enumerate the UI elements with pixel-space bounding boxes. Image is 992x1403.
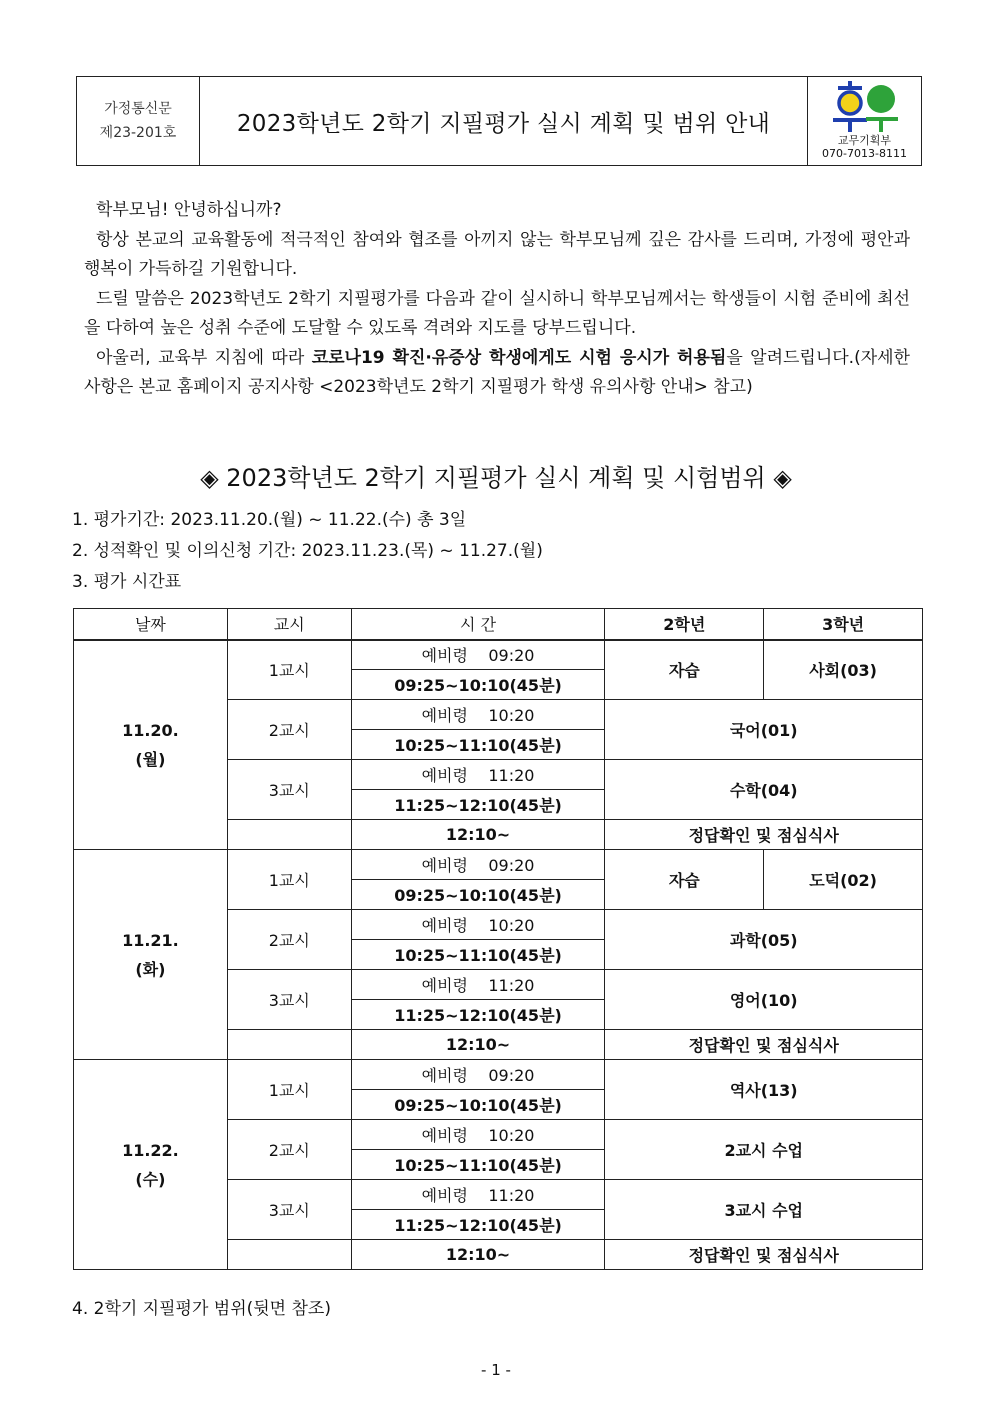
item-timetable-heading: 3. 평가 시간표 xyxy=(72,572,182,592)
date-cell: 11.22. (수) xyxy=(74,1060,228,1270)
item-exam-period: 1. 평가기간: 2023.11.20.(월) ~ 11.22.(수) 총 3일 xyxy=(72,510,467,530)
date-cell: 11.20. (월) xyxy=(74,640,228,850)
table-row xyxy=(74,640,923,670)
time-cell: 10:25~11:10(45분) xyxy=(351,940,605,970)
school-logo-icon xyxy=(830,81,900,133)
header-time: 시 간 xyxy=(351,609,605,640)
table-row xyxy=(74,1060,923,1090)
common-subject: 2교시 수업 xyxy=(605,1120,923,1180)
period-cell: 1교시 xyxy=(227,640,351,700)
after-time-cell: 12:10~ xyxy=(351,1030,605,1060)
time-cell: 10:25~11:10(45분) xyxy=(351,1150,605,1180)
header-date: 날짜 xyxy=(74,609,228,640)
bell-cell: 예비령 11:20 xyxy=(351,760,605,790)
paragraph-3-start: 아울러, 교육부 지침에 따라 xyxy=(96,347,312,368)
after-time-cell: 12:10~ xyxy=(351,820,605,850)
paragraph-1: 항상 본교의 교육활동에 적극적인 참여와 협조를 아끼지 않는 학부모님께 깊은 감사를 드리며, 가정에 평안과 행복이 가득하길 기원합니다. xyxy=(84,229,910,279)
time-cell: 11:25~12:10(45분) xyxy=(351,790,605,820)
period-cell: 2교시 xyxy=(227,910,351,970)
after-activity-cell: 정답확인 및 점심식사 xyxy=(605,820,923,850)
grade2-subject: 자습 xyxy=(605,640,764,700)
date-cell: 11.21. (화) xyxy=(74,850,228,1060)
department-phone: 070-7013-8111 xyxy=(822,147,907,160)
period-cell: 1교시 xyxy=(227,850,351,910)
document-title: 2023학년도 2학기 지필평가 실시 계획 및 범위 안내 xyxy=(236,110,771,137)
exam-timetable xyxy=(73,608,923,1270)
period-cell: 3교시 xyxy=(227,970,351,1030)
after-activity-cell: 정답확인 및 점심식사 xyxy=(605,1240,923,1270)
item-appeal-period: 2. 성적확인 및 이의신청 기간: 2023.11.23.(목) ~ 11.27.(월) xyxy=(72,541,543,561)
table-row xyxy=(74,850,923,880)
empty-period-cell xyxy=(227,1030,351,1060)
common-subject: 수학(04) xyxy=(605,760,923,820)
time-cell: 09:25~10:10(45분) xyxy=(351,880,605,910)
time-cell: 09:25~10:10(45분) xyxy=(351,1090,605,1120)
grade3-subject: 사회(03) xyxy=(764,640,923,700)
empty-period-cell xyxy=(227,1240,351,1270)
doc-number: 제23-201호 xyxy=(99,125,177,141)
paragraph-3-end: 을 알려드립니다.(자세한 사항은 본교 홈페이지 공지사항 <2023학년도 2학기 지필평가 학생 유의사항 안내> 참고) xyxy=(84,347,910,397)
period-cell: 3교시 xyxy=(227,1180,351,1240)
header-grade3: 3학년 xyxy=(764,609,923,640)
document-header xyxy=(76,76,922,166)
item-exam-scope: 4. 2학기 지필평가 범위(뒷면 참조) xyxy=(72,1299,331,1319)
paragraph-3-emphasis: 코로나19 확진·유증상 학생에게도 시험 응시가 허용됨 xyxy=(311,347,727,368)
common-subject: 3교시 수업 xyxy=(605,1180,923,1240)
common-subject: 국어(01) xyxy=(605,700,923,760)
greeting: 학부모님! 안녕하십니까? xyxy=(96,200,282,220)
school-logo-box xyxy=(807,77,921,165)
time-cell: 11:25~12:10(45분) xyxy=(351,1210,605,1240)
period-cell: 2교시 xyxy=(227,700,351,760)
letter-body xyxy=(84,196,910,403)
grade3-subject: 도덕(02) xyxy=(764,850,923,910)
header-period: 교시 xyxy=(227,609,351,640)
empty-period-cell xyxy=(227,820,351,850)
table-header-row xyxy=(74,609,923,640)
bell-cell: 예비령 09:20 xyxy=(351,850,605,880)
common-subject: 역사(13) xyxy=(605,1060,923,1120)
period-cell: 3교시 xyxy=(227,760,351,820)
time-cell: 10:25~11:10(45분) xyxy=(351,730,605,760)
bell-cell: 예비령 11:20 xyxy=(351,1180,605,1210)
bell-cell: 예비령 10:20 xyxy=(351,700,605,730)
after-activity-cell: 정답확인 및 점심식사 xyxy=(605,1030,923,1060)
doc-info xyxy=(77,77,200,165)
common-subject: 과학(05) xyxy=(605,910,923,970)
time-cell: 11:25~12:10(45분) xyxy=(351,1000,605,1030)
bell-cell: 예비령 10:20 xyxy=(351,1120,605,1150)
doc-type: 가정통신문 xyxy=(104,101,172,117)
page-number: - 1 - xyxy=(481,1361,511,1379)
period-cell: 2교시 xyxy=(227,1120,351,1180)
bell-cell: 예비령 09:20 xyxy=(351,1060,605,1090)
period-cell: 1교시 xyxy=(227,1060,351,1120)
bell-cell: 예비령 09:20 xyxy=(351,640,605,670)
header-grade2: 2학년 xyxy=(605,609,764,640)
bell-cell: 예비령 10:20 xyxy=(351,910,605,940)
after-time-cell: 12:10~ xyxy=(351,1240,605,1270)
time-cell: 09:25~10:10(45분) xyxy=(351,670,605,700)
grade2-subject: 자습 xyxy=(605,850,764,910)
paragraph-2: 드릴 말씀은 2023학년도 2학기 지필평가를 다음과 같이 실시하니 학부모님께서는 학생들이 시험 준비에 최선을 다하여 높은 성취 수준에 도달할 수 있도록 격려와 지도를 당부드립니다. xyxy=(84,288,910,338)
bell-cell: 예비령 11:20 xyxy=(351,970,605,1000)
paragraph-3 xyxy=(84,344,910,403)
section-title: ◈ 2023학년도 2학기 지필평가 실시 계획 및 시험범위 ◈ xyxy=(200,464,792,492)
department-name: 교무기획부 xyxy=(837,134,892,147)
common-subject: 영어(10) xyxy=(605,970,923,1030)
